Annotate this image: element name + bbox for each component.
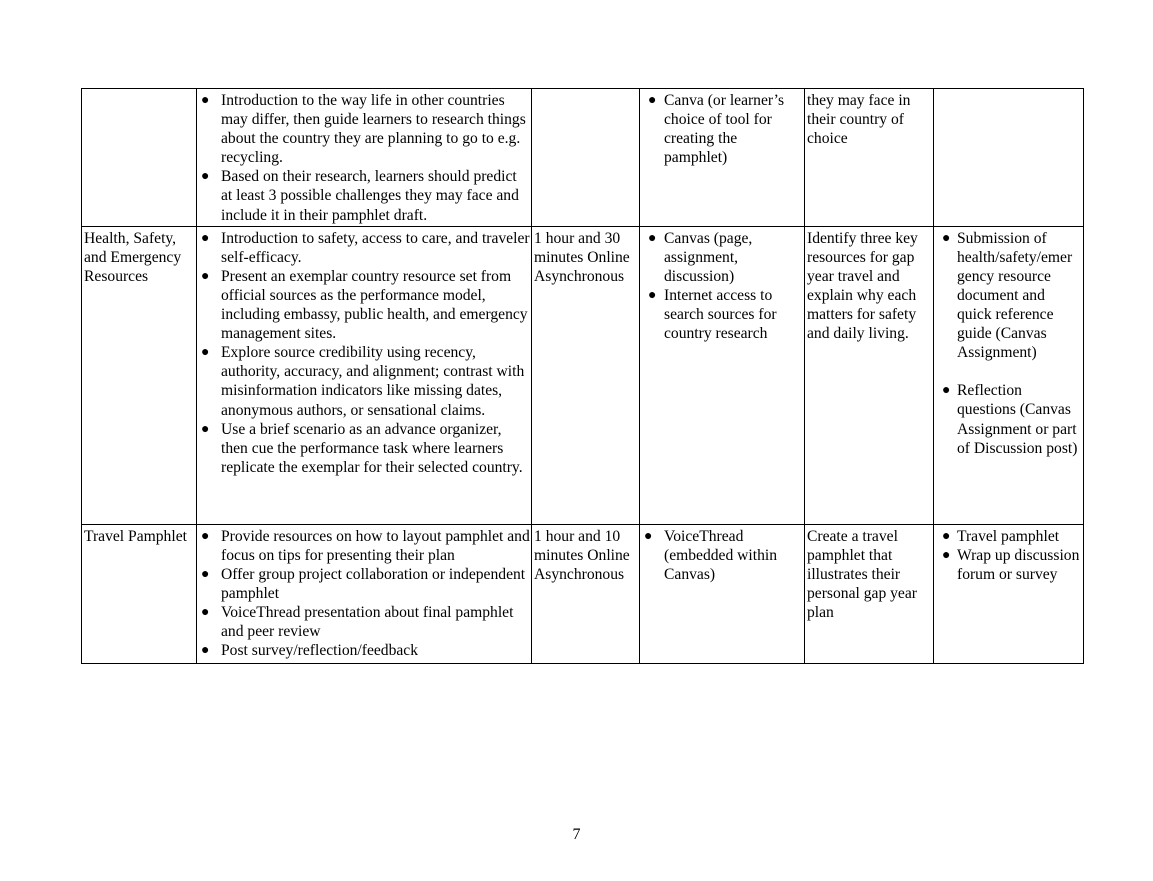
assessment-text: Reflection questions (Canvas Assignment or part of Discussion post): [957, 382, 1078, 457]
bullet-icon: ●: [201, 169, 210, 185]
bullet-icon: ●: [201, 345, 210, 361]
list-item: [936, 546, 1082, 584]
table-row: [82, 524, 1084, 663]
materials-cell: [640, 524, 805, 663]
activities-list: [199, 229, 530, 477]
bullet-icon: ●: [201, 643, 210, 659]
topic-cell: Travel Pamphlet: [82, 524, 197, 663]
material-text: Internet access to search sources for country research: [664, 286, 777, 343]
list-item: [199, 229, 530, 267]
list-item: [199, 267, 530, 343]
bullet-icon: ●: [942, 528, 951, 544]
list-item: [199, 420, 530, 477]
materials-list: [642, 229, 803, 344]
list-spacer: [936, 362, 1082, 381]
bullet-icon: ●: [201, 230, 210, 246]
bullet-icon: ●: [201, 605, 210, 621]
activity-text: Offer group project collaboration or independent pamphlet: [221, 565, 526, 602]
list-item: [199, 343, 530, 419]
table-row: [82, 89, 1084, 227]
activity-text: Introduction to safety, access to care, and traveler self-efficacy.: [221, 229, 530, 266]
materials-list: [642, 91, 803, 167]
assessment-list: [936, 527, 1082, 584]
bullet-icon: ●: [201, 93, 210, 108]
material-text: Canvas (page, assignment, discussion): [664, 229, 753, 285]
objective-cell: Identify three key resources for gap year travel and explain why each matters for safety and daily living.: [805, 226, 934, 524]
assessment-cell: [934, 89, 1084, 227]
bullet-icon: ●: [201, 528, 210, 544]
activity-text: Use a brief scenario as an advance organizer, then cue the performance task where learners replicate the exemplar for their selected country.: [221, 420, 523, 476]
assessment-text: Wrap up discussion forum or survey: [957, 546, 1080, 583]
list-item: [199, 565, 530, 603]
materials-cell: [640, 226, 805, 524]
objective-cell: Create a travel pamphlet that illustrates their personal gap year plan: [805, 524, 934, 663]
activities-cell: [197, 524, 532, 663]
time-cell: 1 hour and 10 minutes Online Asynchronous: [532, 524, 640, 663]
list-item: [642, 527, 803, 584]
material-text: VoiceThread (embedded within Canvas): [664, 527, 778, 583]
activity-text: Based on their research, learners should predict at least 3 possible challenges they may face and include it in their pamphlet draft.: [221, 168, 519, 224]
topic-cell: Health, Safety, and Emergency Resources: [82, 226, 197, 524]
activity-text: VoiceThread presentation about final pamphlet and peer review: [221, 604, 514, 641]
time-cell: 1 hour and 30 minutes Online Asynchronous: [532, 226, 640, 524]
table-row: [82, 226, 1084, 524]
bullet-icon: ●: [942, 383, 951, 399]
bullet-icon: ●: [942, 547, 951, 563]
list-item: [199, 167, 530, 224]
activity-text: Provide resources on how to layout pamphlet and focus on tips for presenting their plan: [221, 527, 530, 564]
activity-text: Introduction to the way life in other countries may differ, then guide learners to research things about the country they are planning to go to e.g. recycling.: [221, 92, 526, 167]
bullet-icon: ●: [648, 93, 657, 108]
bullet-icon: ●: [201, 566, 210, 582]
assessment-list: [936, 229, 1082, 458]
list-item: [642, 286, 803, 343]
activities-list: [199, 527, 530, 661]
list-item: [199, 641, 530, 660]
list-item: [642, 229, 803, 286]
activities-cell: [197, 89, 532, 227]
list-item: [642, 91, 803, 167]
activities-cell: [197, 226, 532, 524]
list-item: [199, 603, 530, 641]
time-cell: [532, 89, 640, 227]
bullet-icon: ●: [648, 287, 657, 303]
assessment-cell: [934, 524, 1084, 663]
list-item: [936, 527, 1082, 546]
bullet-icon: ●: [201, 421, 210, 437]
page-number: 7: [572, 826, 581, 843]
bullet-icon: ●: [644, 528, 653, 544]
assessment-cell: [934, 226, 1084, 524]
activity-text: Post survey/reflection/feedback: [221, 642, 419, 660]
activity-text: Present an exemplar country resource set from official sources as the performance model, including embassy, public health, and emergency management sites.: [221, 267, 528, 343]
list-item: [936, 381, 1082, 457]
list-item: [199, 91, 530, 167]
objective-cell: they may face in their country of choice: [805, 89, 934, 227]
bullet-icon: ●: [942, 230, 951, 246]
materials-cell: [640, 89, 805, 227]
activity-text: Explore source credibility using recency, authority, accuracy, and alignment; contrast with misinformation indicators like missing dates, anonymous authors, or sensational claims.: [221, 344, 525, 419]
material-text: Canva (or learner’s choice of tool for creating the pamphlet): [664, 92, 785, 167]
topic-cell: [82, 89, 197, 227]
assessment-text: Submission of health/safety/emer gency resource document and quick reference guide (Canvas Assignment): [957, 229, 1073, 362]
bullet-icon: ●: [201, 268, 210, 284]
materials-list: [642, 527, 803, 584]
list-item: [936, 229, 1082, 363]
activities-list: [199, 91, 530, 225]
assessment-text: Travel pamphlet: [957, 527, 1060, 545]
bullet-icon: ●: [648, 230, 657, 246]
list-item: [199, 527, 530, 565]
lesson-plan-table: [81, 88, 1084, 664]
